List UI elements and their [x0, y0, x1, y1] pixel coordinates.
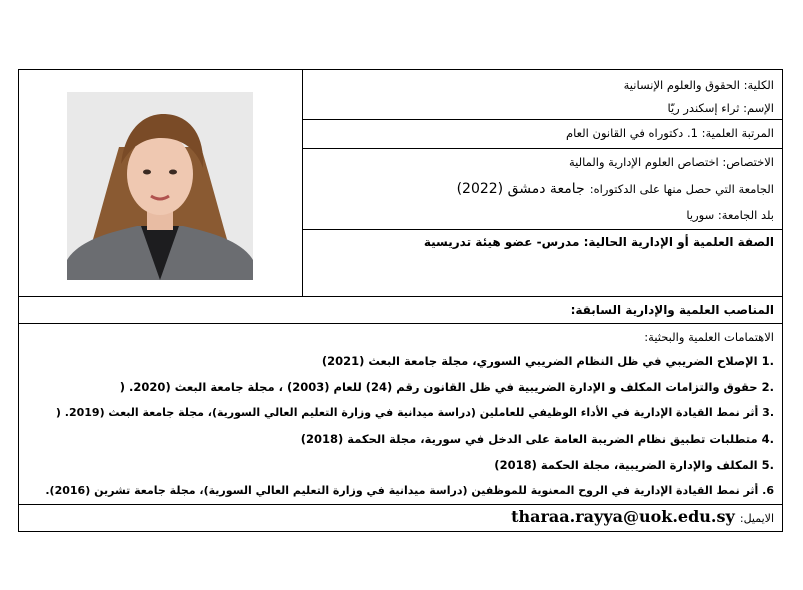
faculty-field: الكلية: الحقوق والعلوم الإنسانية: [623, 78, 774, 92]
country-field: بلد الجامعة: سوريا: [686, 208, 774, 222]
publication-item: .2 حقوق والتزامات المكلف و الإدارة الضريبية في ظل القانون رقم (24) للعام (2003) ، مجلة جامعة البعث (2020. (: [119, 380, 774, 394]
university-label: الجامعة التي حصل منها على الدكتوراه:: [589, 182, 774, 196]
interests-heading: الاهتمامات العلمية والبحثية:: [644, 330, 774, 344]
row-divider: [302, 119, 783, 120]
row-divider: [19, 504, 783, 505]
column-divider: [302, 70, 303, 296]
university-value: جامعة دمشق (2022): [456, 181, 585, 197]
name-field: الإسم: ثراء إسكندر ريّا: [667, 101, 774, 115]
publication-item: .1 الإصلاح الضريبي في ظل النظام الضريبي السوري، مجلة جامعة البعث (2021): [321, 354, 774, 368]
university-field: [457, 178, 774, 197]
current-position-field: الصفة العلمية أو الإدارية الحالية: مدرس- عضو هيئة تدريسية: [423, 235, 774, 249]
profile-photo: [67, 92, 253, 280]
publication-item: 6. أثر نمط القيادة الإدارية في الروح المعنوية للموظفين (دراسة ميدانية في وزارة التعليم العالي السورية)، مجلة جامعة تشرين (2016).: [45, 484, 774, 497]
rank-field: المرتبة العلمية: 1. دكتوراه في القانون العام: [565, 126, 774, 140]
row-divider: [302, 148, 783, 149]
email-link[interactable]: tharaa.rayya@uok.edu.sy: [511, 507, 735, 526]
publication-item: .4 متطلبات تطبيق نظام الضريبة العامة على الدخل في سورية، مجلة الحكمة (2018): [300, 432, 774, 446]
row-divider: [19, 323, 783, 324]
email-row: [511, 507, 774, 526]
previous-positions-heading: المناصب العلمية والإدارية السابقة:: [570, 303, 774, 317]
row-divider: [19, 296, 783, 297]
cv-sheet: [18, 69, 783, 532]
portrait-image: [67, 92, 253, 280]
row-divider: [302, 229, 783, 230]
publication-item: .3 أثر نمط القيادة الإدارية في الأداء الوظيفي للعاملين (دراسة ميدانية في وزارة التعليم العالي السورية)، مجلة جامعة البعث (2019. (: [55, 406, 774, 419]
specialization-field: الاختصاص: اختصاص العلوم الإدارية والمالية: [568, 155, 774, 169]
email-label: الايميل:: [739, 512, 774, 525]
publication-item: .5 المكلف والإدارة الضريبية، مجلة الحكمة (2018): [494, 458, 774, 472]
